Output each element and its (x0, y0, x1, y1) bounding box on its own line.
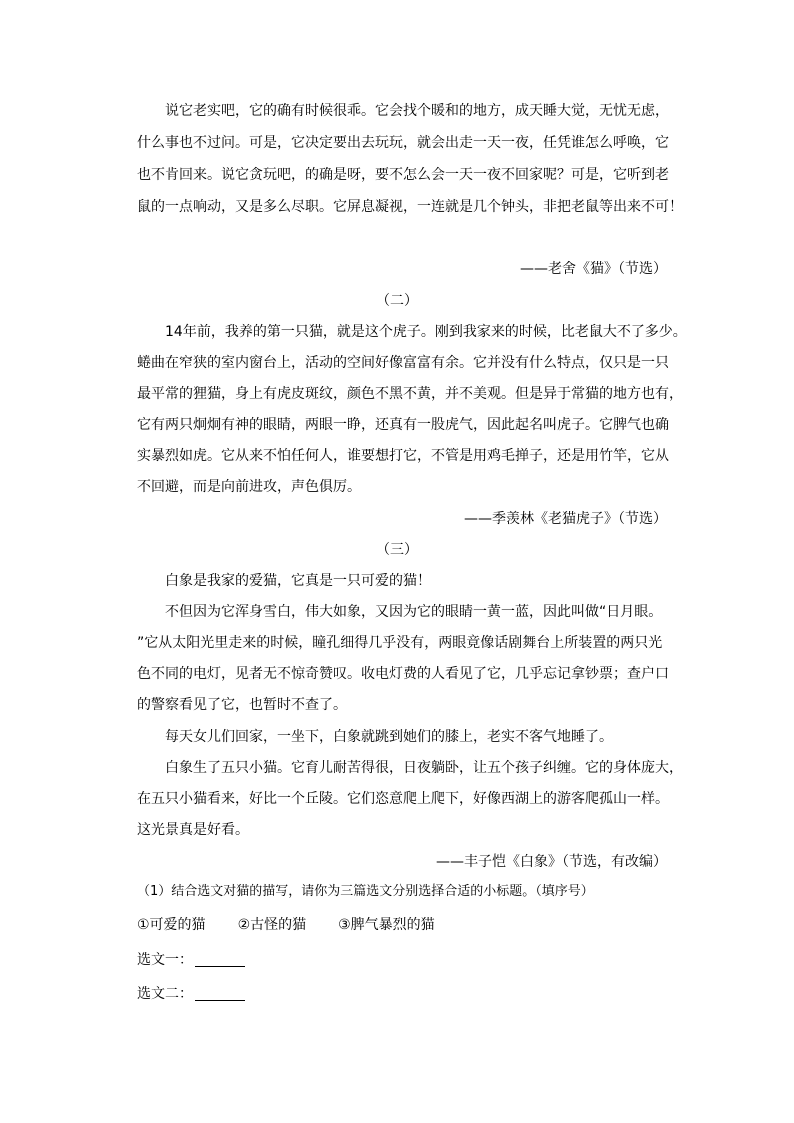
answer-label-1: 选文一： (137, 952, 193, 968)
passage3-line-7: 白象生了五只小猫。它育儿耐苦得很，日夜躺卧，让五个孩子纠缠。它的身体庞大， (165, 760, 683, 776)
passage1-line-2: 什么事也不过问。可是，它决定要出去玩玩，就会出走一天一夜，任凭谁怎么呼唤，它 (137, 135, 669, 151)
question-prompt: （1）结合选文对猫的描写，请你为三篇选文分别选择合适的小标题。（填序号） (137, 884, 594, 899)
passage3-line-6: 每天女儿们回家，一坐下，白象就跳到她们的膝上，老实不客气地睡了。 (165, 729, 613, 745)
passage1-line-1: 说它老实吧，它的确有时候很乖。它会找个暖和的地方，成天睡大觉，无忧无虑， (165, 103, 669, 119)
answer-line-1 (137, 951, 667, 969)
passage2-line-2: 蜷曲在窄狭的室内窗台上，活动的空间好像富富有余。它并没有什么特点，仅只是一只 (137, 355, 669, 371)
option-3: ③脾气暴烈的猫 (338, 917, 435, 933)
passage2-line-3: 最平常的狸猫，身上有虎皮斑纹，颜色不黑不黄，并不美观。但是异于常猫的地方也有， (137, 386, 683, 402)
answer-label-2: 选文二： (137, 986, 193, 1002)
passage2-line-5: 实暴烈如虎。它从来不怕任何人，谁要想打它，不管是用鸡毛掸子，还是用竹竿，它从 (137, 448, 669, 464)
option-1: ①可爱的猫 (137, 917, 206, 933)
question-options (137, 916, 667, 934)
passage3-line-8: 在五只小猫看来，好比一个丘陵。它们恣意爬上爬下，好像西湖上的游客爬孤山一样。 (137, 791, 669, 807)
passage3-line-2: 不但因为它浑身雪白，伟大如象，又因为它的眼睛一黄一蓝，因此叫做“日月眼。 (165, 604, 663, 620)
answer-blank-1[interactable] (195, 952, 245, 967)
passage3-line-3: ”它从太阳光里走来的时候，瞳孔细得几乎没有，两眼竟像话剧舞台上所装置的两只光 (137, 635, 663, 651)
passage3-line-4: 色不同的电灯，见者无不惊奇赞叹。收电灯费的人看见了它，几乎忘记拿钞票；查户口 (137, 666, 669, 682)
passage2-line-1: 14年前，我养的第一只猫，就是这个虎子。刚到我家来的时候，比老鼠大不了多少。 (165, 324, 687, 340)
passage3-source: ——丰子恺《白象》（节选，有改编） (436, 854, 667, 870)
option-2: ②古怪的猫 (237, 917, 307, 933)
passage1-line-4: 鼠的一点响动，又是多么尽职。它屏息凝视，一连就是几个钟头，非把老鼠等出来不可！ (137, 199, 683, 215)
passage2-line-4: 它有两只炯炯有神的眼睛，两眼一睁，还真有一股虎气，因此起名叫虎子。它脾气也确 (137, 417, 669, 433)
passage2-heading: （二） (376, 293, 418, 309)
passage3-line-1: 白象是我家的爱猫，它真是一只可爱的猫！ (165, 573, 431, 589)
passage1-source: ——老舍《猫》（节选） (520, 261, 667, 277)
passage3-line-5: 的警察看见了它，也暂时不查了。 (137, 697, 347, 713)
passage2-line-6: 不回避，而是向前进攻，声色俱厉。 (137, 479, 361, 495)
answer-blank-2[interactable] (195, 986, 245, 1001)
answer-line-2 (137, 985, 667, 1003)
passage3-heading: （三） (376, 542, 418, 558)
passage2-source: ——季羡林《老猫虎子》（节选） (464, 511, 667, 527)
passage3-line-9: 这光景真是好看。 (137, 822, 249, 838)
passage1-line-3: 也不肯回来。说它贪玩吧，的确是呀，要不怎么会一天一夜不回家呢？可是，它听到老 (137, 167, 669, 183)
